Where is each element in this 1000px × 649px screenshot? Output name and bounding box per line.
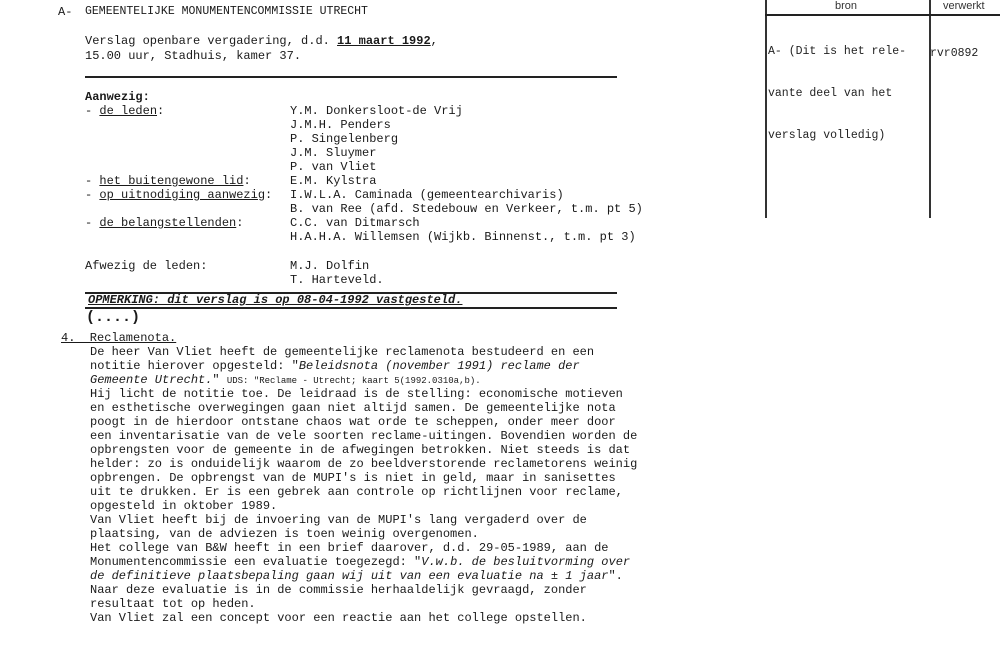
body-line [90,527,637,541]
remark-text: OPMERKING: dit verslag is op 08-04-1992 vastgesteld. [88,293,463,307]
body-line [90,555,637,569]
body-line [90,457,637,471]
table-border [765,0,767,218]
body-text: V.w.b. de besluitvorming over [421,555,631,569]
attendance-list [85,104,643,244]
body-text: De heer Van Vliet heeft de gemeentelijke reclamenota bestudeerd en een [90,345,595,359]
attendance-row [85,174,643,188]
attendance-row [85,188,643,202]
body-text: en esthetische overwegingen gaan niet altijd samen. De gemeentelijke nota [90,401,616,415]
body-text: opgesteld in oktober 1989. [90,499,278,513]
attendance-row [85,118,643,132]
body-text: Beleidsnota (november 1991) reclame der [298,359,580,373]
body-line [90,415,637,429]
source-note [768,17,906,157]
table-header-border [765,14,1000,16]
section-marker: A- [58,5,73,19]
meeting-line-2: 15.00 uur, Stadhuis, kamer 37. [85,49,302,63]
body-line [90,583,637,597]
meeting-prefix: Verslag openbare vergadering, d.d. [85,34,338,48]
section-title: 4. Reclamenota. [61,331,177,345]
body-text: Naar deze evaluatie is in de commissie herhaaldelijk gevraagd, zonder [90,583,587,597]
absent-name: T. Harteveld. [290,273,384,287]
body-text: Gemeente Utrecht. [90,373,213,387]
body-line [90,387,637,401]
attendee-name: Y.M. Donkersloot-de Vrij [290,104,463,118]
body-line [90,373,637,387]
column-header-source: bron [835,0,858,12]
body-text: helder: zo is onduidelijk waarom de zo beeldverstorende reclametorens weinig [90,457,638,471]
table-border [929,0,931,218]
organization-title: GEMEENTELIJKE MONUMENTENCOMMISSIE UTRECHT [85,5,368,18]
body-text: Monumentencommissie een evaluatie toegezegd: " [90,555,422,569]
ellipsis: (....) [86,309,141,326]
source-note-line: A- (Dit is het rele- [768,45,907,58]
body-line [90,401,637,415]
body-text: notitie hierover opgesteld: " [90,359,299,373]
column-header-processed: verwerkt [943,0,985,12]
source-note-line: verslag volledig) [768,129,886,142]
body-text: de definitieve plaatsbepaling gaan wij uit van een evaluatie na ± 1 jaar [90,569,609,583]
body-text: Het college van B&W heeft in een brief daarover, d.d. 29-05-1989, aan de [90,541,609,555]
body-line [90,569,637,583]
attendee-name: H.A.H.A. Willemsen (Wijkb. Binnenst., t.m. pt 3) [290,230,636,244]
body-line [90,345,637,359]
absent-name: M.J. Dolfin [290,259,370,273]
body-line [90,471,637,485]
body-text: Hij licht de notitie toe. De leidraad is de stelling: economische motieven [90,387,623,401]
body-text: een inventarisatie van de vele soorten reclame-uitingen. Bovendien worden de [90,429,638,443]
meeting-line-1 [85,34,438,48]
source-note-line: vante deel van het [768,87,893,100]
attendance-row [85,230,643,244]
absent-names [290,259,384,287]
body-text: Van Vliet zal een concept voor een reactie aan het college opstellen. [90,611,587,625]
attendee-name: P. Singelenberg [290,132,399,146]
attendance-row [85,132,643,146]
divider [85,307,617,309]
attendance-row [85,160,643,174]
attendance-row [85,104,643,118]
body-text: opbrengsten voor de gemeente in de afwegingen betrokken. Niet steeds is dat [90,443,631,457]
meeting-suffix: , [430,34,438,48]
body-text: Van Vliet heeft bij de invoering van de MUPI's lang vergaderd over de [90,513,587,527]
body-line [90,541,637,555]
attendee-name: P. van Vliet [290,160,377,174]
attendance-title: Aanwezig: [85,90,150,104]
body-text: uit te drukken. Er is een gebrek aan controle op richtlijnen voor reclame, [90,485,623,499]
attendance-group-label: - het buitengewone lid: [85,174,251,188]
body-line [90,499,637,513]
attendee-name: J.M.H. Penders [290,118,391,132]
body-line [90,597,637,611]
attendee-name: B. van Ree (afd. Stedebouw en Verkeer, t.m. pt 5) [290,202,643,216]
attendance-group-label: - de leden: [85,104,165,118]
section-body [90,345,637,625]
attendance-row [85,216,643,230]
absent-label: Afwezig de leden: [85,259,208,273]
body-line [90,359,637,373]
attendance-row [85,146,643,160]
body-line [90,429,637,443]
attendee-name: E.M. Kylstra [290,174,377,188]
divider [85,76,617,78]
body-text: ". [608,569,623,583]
source-reference: UDS: "Reclame - Utrecht; kaart 5(1992.0310a,b). [226,376,481,386]
remark [88,293,462,307]
meeting-date: 11 maart 1992 [337,34,431,48]
body-text: opbrengen. De opbrengst van de MUPI's is niet in geld, maar in sanisettes [90,471,616,485]
body-line [90,485,637,499]
attendee-name: I.W.L.A. Caminada (gemeentearchivaris) [290,188,564,202]
body-text: plaatsing, van de adviezen is toen weinig overgenomen. [90,527,479,541]
body-text: " [212,373,227,387]
attendee-name: C.C. van Ditmarsch [290,216,420,230]
body-text: poogt in de hierdoor ontstane chaos wat orde te scheppen, onder meer door [90,415,616,429]
absent-block [85,259,384,287]
body-line [90,443,637,457]
body-line [90,611,637,625]
attendance-row [85,202,643,216]
attendee-name: J.M. Sluymer [290,146,377,160]
attendance-group-label: - de belangstellenden: [85,216,244,230]
attendance-group-label: - op uitnodiging aanwezig: [85,188,273,202]
processed-code: rvr0892 [930,47,979,60]
body-line [90,513,637,527]
body-text: resultaat tot op heden. [90,597,256,611]
